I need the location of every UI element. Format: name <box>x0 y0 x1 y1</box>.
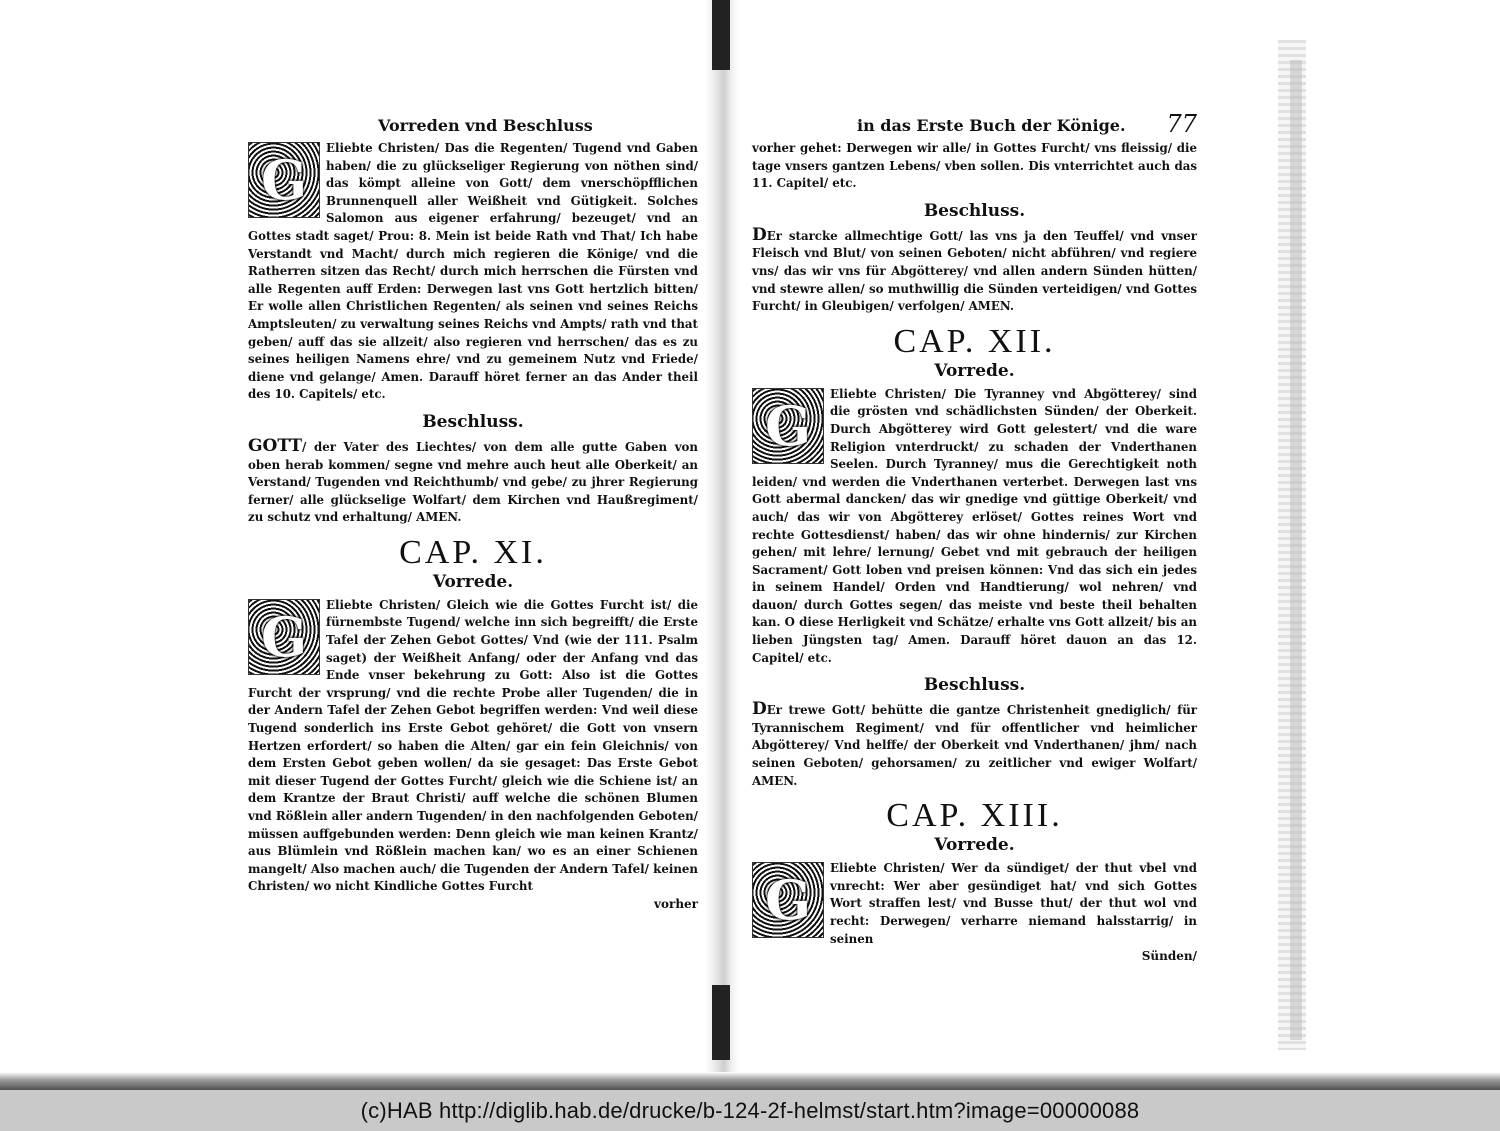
beschluss-paragraph <box>248 435 698 527</box>
decorated-initial: G <box>752 388 824 464</box>
decorated-initial: G <box>752 862 824 938</box>
page-edge-shadow <box>1290 60 1302 1040</box>
vorrede-title: Vorrede. <box>432 571 514 592</box>
copyright-footer <box>0 1090 1500 1131</box>
beschluss-paragraph <box>752 701 1197 790</box>
paragraph-text: Eliebte Christen/ Gleich wie die Gottes Furcht ist/ die fürnembste Tugend/ welche inn sich begreifft/ die Erste Tafel der Zehen Gebot Gottes/ Vnd (wie der 111. Psalm saget) der Weißheit Anfang/ oder der Anfang vnd das Ende vnser bekehrung zu Gott: Also ist die Gottes Furcht der vrsprung/ vnd die rechte Probe aller Tugenden/ die in der Andern Tafel der Zehen Gebot begriffen werden: Vnd weil diese Tugend sonderlich ins Erste Gebot gehöret/ die Gott von vnsern Hertzen erfordert/ so haben die Alten/ gar ein fein Gleichnis/ von dem Ersten Gebot geben wollen/ da sie gesaget: Das Erste Gebot mit dieser Tugend der Gottes Furcht/ gleich wie die Schiene ist/ an dem Krantze der Braut Christi/ auff welche die schönen Blumen vnd Rößlein aller andern Tugenden/ in den nachfolgenden Geboten/ müssen auffgebunden werden: Denn gleich wie man keinen Krantz/ aus Blümlein vnd Rößlein machen kan/ wo es an einer Schienen mangelt/ Also machen auch/ die Tugenden der Andern Tafel/ keinen Christen/ wo nicht Kindliche Gottes Furcht <box>248 597 698 894</box>
decorated-initial: G <box>248 599 320 675</box>
lead-word: GOTT <box>248 435 303 456</box>
running-header-text: in das Erste Buch der Könige. <box>857 116 1126 135</box>
chapter-title: CAP. XII. <box>893 322 1056 360</box>
paragraph-text: Eliebte Christen/ Wer da sündiget/ der thut vbel vnd vnrecht: Wer aber gesündiget hat/ vnd sich Gottes Wort straffen lest/ vnd Busse thut/ der thut wol vnd recht: Derwegen/ verharre niemand halsstarrig/ in seinen <box>830 861 1197 946</box>
left-page <box>248 112 698 912</box>
beschluss-paragraph <box>752 224 1197 316</box>
vorrede-title: Vorrede. <box>934 835 1015 856</box>
running-header <box>752 112 1197 140</box>
running-header <box>248 112 698 140</box>
paragraph-text: Eliebte Christen/ Die Tyranney vnd Abgötterey/ sind die grösten vnd schädlichsten Sünden/ der Oberkeit. Durch Abgötterey wird Gott gelestert/ vnd die ware Religion vnterdruckt/ zu schaden der Vnderthanen Seelen. Durch Tyranney/ mus die Gerechtigkeit noth leiden/ vnd werden die Vnderthanen verterbet. Derwegen last vns Gott abermal dancken/ das wir gnedige vnd güttige Oberkeit/ vnd auch/ das wir von Abgötterey erlöset/ Gottes reines Wort vnd rechte Gottesdienst/ haben/ das wir ohne hindernis/ zur Kirchen gehen/ mit lehre/ lernung/ Gebet vnd mit gebrauch der heiligen Sacrament/ Gott loben vnd preisen können: Vnd das sich ein jedes in seinem Handel/ Orden vnd Handtierung/ wol nehren/ vnd dauon/ durch Gottes segen/ das meiste vnd beste theil behalten kan. O diese Herligkeit vnd Schätze/ erhalte vns Gott allzeit/ bis an lieben Jüngsten tag/ Amen. Darauff höret dauon an das 12. Capitel/ etc. <box>752 386 1197 665</box>
paragraph-text: Eliebte Christen/ Das die Regenten/ Tugend vnd Gaben haben/ die zu glückseliger Regierung von nöthen sind/ das kömpt alleine von Gott/ dem vnerschöpfflichen Brunnenquell aller Weißheit vnd Gütigkeit. Solches Salomon aus eigener erfahrung/ bezeuget/ vnd an Gottes stadt saget/ Prou: 8. Mein ist beide Rath vnd That/ Ich habe Verstandt vnd Macht/ durch mich regieren die Könige/ vnd die Ratherren sitzen das Recht/ durch mich herrschen die Fürsten vnd alle Regenten auff Erden: Derwegen last vns Gott hertzlich bitten/ Er wolle allen Christlichen Regenten/ als seinen vnd seines Reichs Amptsleuten/ zu verwaltung seines Reichs vnd Ampts/ rath vnd that geben/ auff das sie allzeit/ also regieren vnd herrschen/ das es zu seines heiligen Namens ehre/ vnd zu gemeinem Nutz vnd Friede/ diene vnd gelange/ Amen. Darauff höret ferner an das Ander theil des 10. Capitels/ etc. <box>248 141 698 402</box>
paragraph-text: / der Vater des Liechtes/ von dem alle gutte Gaben von oben herab kommen/ segne vnd mehre auch heut alle Oberkeit/ an Verstand/ Tugenden vnd Reichthumb/ vnd gebe/ zu jhrer Regierung ferner/ alle glückselige Wolfart/ dem Kirchen vnd Haußregiment/ zu schutz vnd erhaltung/ AMEN. <box>248 439 698 525</box>
running-header-text: Vorreden vnd Beschluss <box>378 116 593 135</box>
paragraph-text: vorher gehet: Derwegen wir alle/ in Gottes Furcht/ vns fleissig/ die tage vnsers gantzen Lebens/ vben sollen. Dis vnterrichtet auch das 11. Capitel/ etc. <box>752 141 1197 191</box>
gutter-mark <box>712 985 730 1060</box>
paragraph <box>248 140 698 404</box>
catchword: Sünden/ <box>1141 949 1197 964</box>
lead-letter: D <box>752 224 767 245</box>
section-title: Beschluss. <box>923 200 1026 221</box>
paragraph-text: Er starcke allmechtige Gott/ las vns ja den Teuffel/ vnd vnser Fleisch vnd Blut/ von seinen Geboten/ nicht abführen/ vnd regiere vns/ das wir vns für Abgötterey/ vnd allen andern Sünden hütten/ vnd stewre allen/ so muthwillig die Sünden verteidigen/ vnd Gottes Furcht/ in Gleubigen/ verfolgen/ AMEN. <box>752 228 1197 314</box>
page-number: 77 <box>1166 110 1197 138</box>
paragraph <box>248 597 698 896</box>
paragraph-text: Er trewe Gott/ behütte die gantze Christenheit gnediglich/ für Tyrannischem Regiment/ vnd für offentlicher vnd heimlicher Abgötterey/ Vnd helffe/ der Oberkeit vnd Vnderthanen/ jhm/ nach seinen Geboten/ gehorsamen/ zu zeitlicher vnd ewiger Wolfart/ AMEN. <box>752 703 1197 788</box>
scan-bottom-shadow <box>0 1072 1500 1090</box>
section-title: Beschluss. <box>923 675 1026 696</box>
vorrede-title: Vorrede. <box>934 360 1015 381</box>
paragraph <box>752 386 1197 668</box>
catchword: vorher <box>654 896 698 911</box>
section-title: Beschluss. <box>422 411 524 432</box>
lead-letter: D <box>752 699 767 720</box>
book-gutter <box>705 0 739 1090</box>
chapter-title: CAP. XI. <box>399 533 547 571</box>
copyright-text: (c)HAB http://diglib.hab.de/drucke/b-124-2f-helmst/start.htm?image=00000088 <box>360 1097 1140 1123</box>
right-page <box>752 112 1197 964</box>
chapter-title: CAP. XIII. <box>886 797 1063 835</box>
decorated-initial: G <box>248 142 320 218</box>
paragraph <box>752 860 1197 948</box>
gutter-mark <box>712 0 730 70</box>
